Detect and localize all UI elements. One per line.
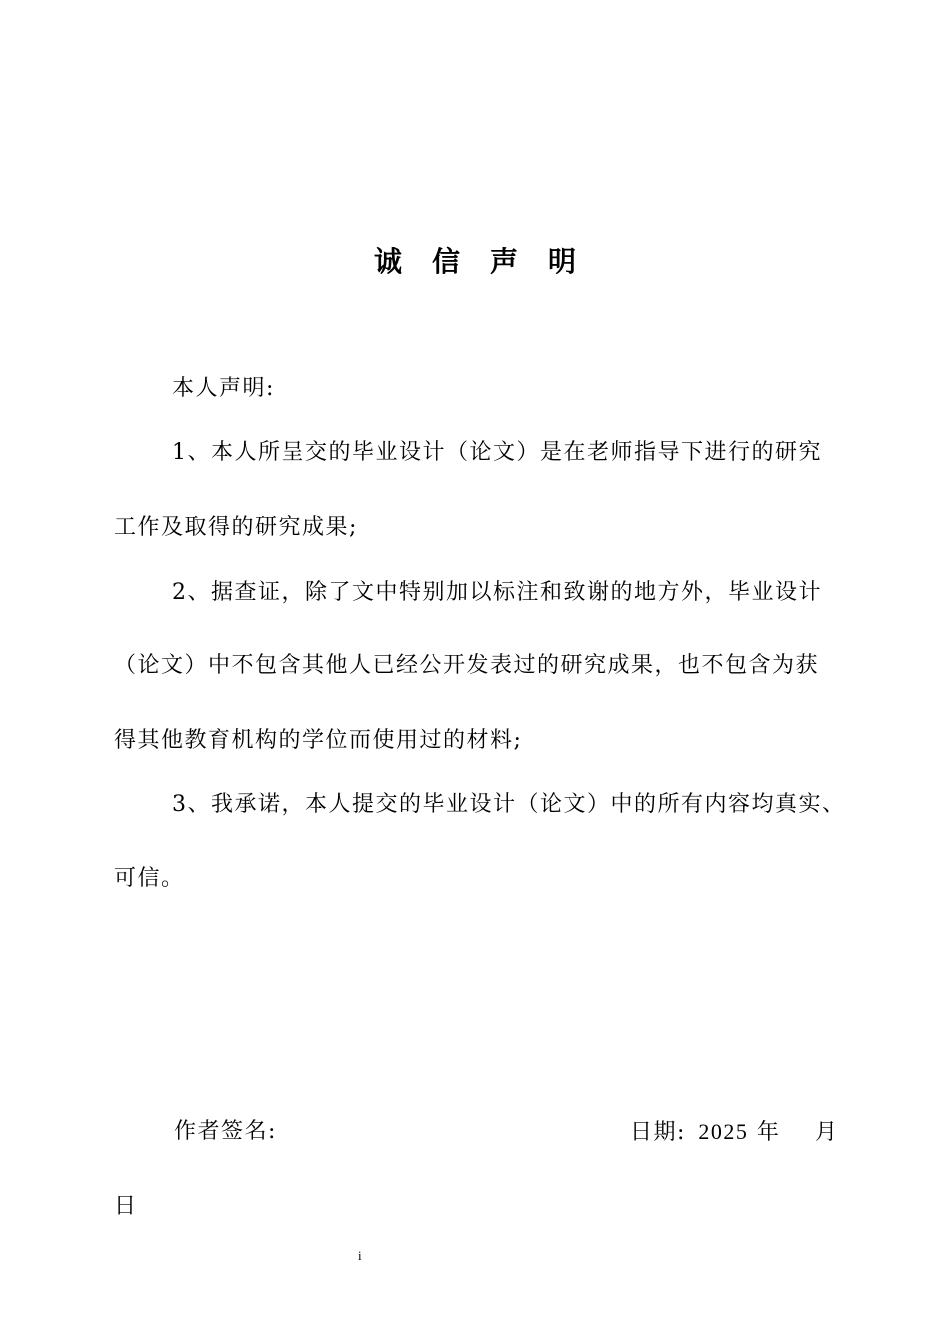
page-number: i <box>358 1248 362 1263</box>
date-day-unit: 日 <box>114 1194 138 1219</box>
declaration-line: （论文）中不包含其他人已经公开发表过的研究成果，也不包含为获 <box>114 653 820 678</box>
date-year: 2025 <box>698 1119 749 1144</box>
date-year-unit: 年 <box>756 1120 781 1145</box>
declaration-line: 可信。 <box>114 866 185 891</box>
date-label: 日期: <box>630 1120 686 1145</box>
declaration-line: 3、我承诺，本人提交的毕业设计（论文）中的所有内容均真实、 <box>172 792 846 817</box>
declaration-line: 得其他教育机构的学位而使用过的材料; <box>114 728 523 753</box>
declaration-intro: 本人声明: <box>172 376 275 401</box>
declaration-line: 2、据查证，除了文中特别加以标注和致谢的地方外，毕业设计 <box>172 580 822 605</box>
declaration-line: 1、本人所呈交的毕业设计（论文）是在老师指导下进行的研究 <box>172 440 822 465</box>
page-title: 诚信声明 <box>373 245 606 278</box>
date-field <box>630 1117 838 1148</box>
date-month-unit: 月 <box>814 1120 839 1145</box>
declaration-line: 工作及取得的研究成果; <box>114 515 358 540</box>
author-signature-label: 作者签名: <box>174 1119 277 1144</box>
